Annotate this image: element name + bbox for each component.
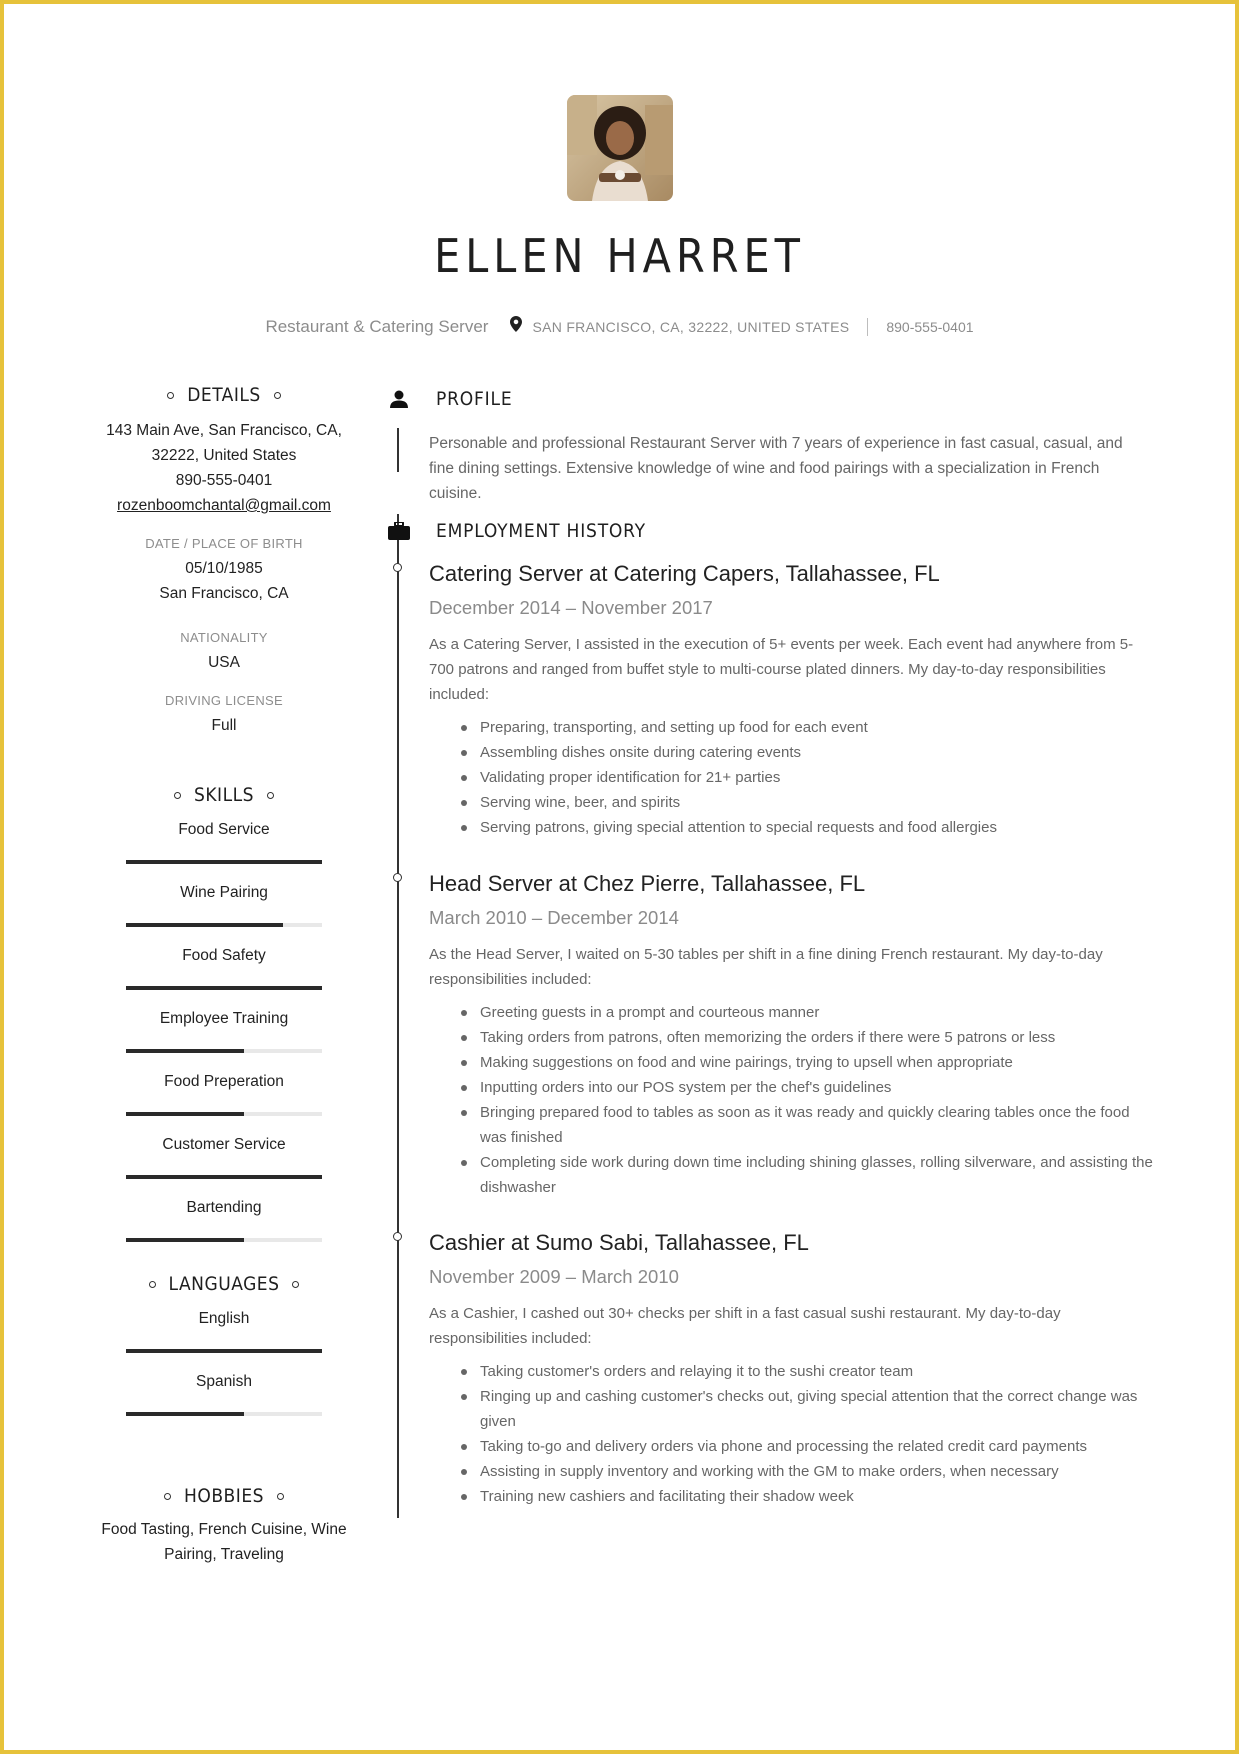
skill-level-bar bbox=[126, 986, 322, 990]
details-title: DETAILS bbox=[187, 384, 261, 406]
responsibility-item: Making suggestions on food and wine pairings, trying to upsell when appropriate bbox=[429, 1050, 1154, 1075]
skill-level-bar bbox=[126, 1049, 322, 1053]
skill-name: Food Service bbox=[178, 821, 270, 838]
job-responsibilities bbox=[429, 715, 1154, 840]
skill-item bbox=[96, 818, 352, 881]
profile-text: Personable and professional Restaurant Server with 7 years of experience in fast casual, casual, and fine dining settings. Extensive knowledge of wine and food pairings with a specialization in French cuisine. bbox=[429, 435, 1123, 502]
skill-level-bar bbox=[126, 1412, 322, 1416]
circle-icon bbox=[167, 392, 174, 399]
job-description: As the Head Server, I waited on 5-30 tables per shift in a fine dining French restaurant. My day-to-day responsibilities included: bbox=[429, 946, 1103, 988]
responsibility-item: Taking to-go and delivery orders via phone and processing the related credit card payments bbox=[429, 1434, 1154, 1459]
candidate-name: ELLEN HARRET bbox=[434, 229, 805, 283]
sidebar bbox=[96, 384, 352, 1567]
nationality-label: NATIONALITY bbox=[180, 630, 268, 645]
languages-list bbox=[96, 1307, 352, 1433]
skills-title: SKILLS bbox=[194, 784, 254, 806]
skill-name: Food Safety bbox=[182, 947, 266, 964]
job-title: Cashier at Sumo Sabi, Tallahassee, FL bbox=[429, 1230, 809, 1255]
skill-level-fill bbox=[126, 1412, 244, 1416]
circle-icon bbox=[267, 792, 274, 799]
skills-list bbox=[96, 818, 352, 1259]
responsibility-item: Serving wine, beer, and spirits bbox=[429, 790, 1154, 815]
job-title: Head Server at Chez Pierre, Tallahassee, FL bbox=[429, 871, 866, 896]
skill-item bbox=[96, 944, 352, 1007]
skill-level-bar bbox=[126, 860, 322, 864]
responsibility-item: Validating proper identification for 21+ parties bbox=[429, 765, 1154, 790]
timeline-node bbox=[393, 1232, 402, 1241]
skill-item bbox=[96, 1133, 352, 1196]
skill-name: Bartending bbox=[186, 1199, 262, 1216]
skill-item bbox=[96, 1196, 352, 1259]
skill-level-fill bbox=[126, 1349, 322, 1353]
skill-item bbox=[96, 1070, 352, 1133]
skill-name: Spanish bbox=[195, 1373, 252, 1390]
languages-heading bbox=[96, 1273, 352, 1295]
skill-item bbox=[96, 1007, 352, 1070]
job-responsibilities bbox=[429, 1359, 1154, 1509]
skill-item bbox=[96, 881, 352, 944]
timeline-node bbox=[393, 563, 402, 572]
divider bbox=[867, 318, 868, 336]
timeline-node bbox=[393, 873, 402, 882]
skill-item bbox=[96, 1370, 352, 1433]
job-description: As a Catering Server, I assisted in the execution of 5+ events per week. Each event had anywhere from 5-700 patrons and ranged from buffet style to multi-course plated dinners. My day-to-day responsibilities included: bbox=[429, 636, 1134, 703]
job-entry bbox=[429, 869, 1154, 1200]
skill-level-fill bbox=[126, 1049, 244, 1053]
responsibility-item: Training new cashiers and facilitating their shadow week bbox=[429, 1484, 1154, 1509]
job-title: Restaurant & Catering Server bbox=[265, 316, 489, 336]
timeline-line bbox=[397, 428, 399, 1518]
job-entry bbox=[429, 1228, 1154, 1509]
skill-item bbox=[96, 1307, 352, 1370]
languages-title: LANGUAGES bbox=[168, 1273, 280, 1295]
skill-level-bar bbox=[126, 1238, 322, 1242]
job-dates: November 2009 – March 2010 bbox=[429, 1266, 679, 1287]
briefcase-icon bbox=[384, 522, 414, 540]
circle-icon bbox=[174, 792, 181, 799]
job-title: Catering Server at Catering Capers, Tallahassee, FL bbox=[429, 561, 940, 586]
skill-level-fill bbox=[126, 986, 322, 990]
hobbies-line-2: Pairing, Traveling bbox=[164, 1546, 284, 1563]
header-phone: 890-555-0401 bbox=[886, 318, 974, 335]
hobbies-text bbox=[96, 1517, 352, 1567]
responsibility-item: Preparing, transporting, and setting up food for each event bbox=[429, 715, 1154, 740]
skill-name: Customer Service bbox=[162, 1136, 286, 1153]
skill-level-bar bbox=[126, 1175, 322, 1179]
license-value: Full bbox=[211, 717, 237, 734]
hobbies-title: HOBBIES bbox=[184, 1485, 264, 1507]
skill-level-bar bbox=[126, 923, 322, 927]
circle-icon bbox=[277, 1493, 284, 1500]
hobbies-heading bbox=[96, 1485, 352, 1507]
circle-icon bbox=[149, 1281, 156, 1288]
profile-title: PROFILE bbox=[436, 388, 513, 410]
skill-level-bar bbox=[126, 1349, 322, 1353]
hobbies-line-1: Food Tasting, French Cuisine, Wine bbox=[101, 1521, 347, 1538]
responsibility-item: Inputting orders into our POS system per the chef's guidelines bbox=[429, 1075, 1154, 1100]
dob-block bbox=[96, 556, 352, 606]
address-line-1: 143 Main Ave, San Francisco, CA, bbox=[106, 422, 342, 439]
skill-level-fill bbox=[126, 860, 322, 864]
skill-name: Employee Training bbox=[159, 1010, 289, 1027]
details-heading bbox=[96, 384, 352, 406]
person-icon bbox=[384, 390, 414, 408]
details-phone: 890-555-0401 bbox=[175, 472, 273, 489]
header-location: SAN FRANCISCO, CA, 32222, UNITED STATES bbox=[532, 318, 850, 335]
email-link[interactable]: rozenboomchantal@gmail.com bbox=[117, 497, 331, 514]
responsibility-item: Taking orders from patrons, often memorizing the orders if there were 5 patrons or less bbox=[429, 1025, 1154, 1050]
circle-icon bbox=[164, 1493, 171, 1500]
nationality-value: USA bbox=[208, 654, 240, 671]
responsibility-item: Serving patrons, giving special attention to special requests and food allergies bbox=[429, 815, 1154, 840]
dob-value: 05/10/1985 bbox=[185, 560, 263, 577]
responsibility-item: Taking customer's orders and relaying it to the sushi creator team bbox=[429, 1359, 1154, 1384]
profile-photo bbox=[567, 95, 673, 201]
responsibility-item: Bringing prepared food to tables as soon as it was ready and quickly clearing tables once the food was finished bbox=[429, 1100, 1154, 1150]
skills-heading bbox=[96, 784, 352, 806]
location-pin-icon bbox=[510, 316, 522, 337]
job-description: As a Cashier, I cashed out 30+ checks per shift in a fast casual sushi restaurant. My day-to-day responsibilities included: bbox=[429, 1305, 1061, 1347]
header-contact-line bbox=[4, 316, 1235, 337]
skill-level-fill bbox=[126, 923, 283, 927]
skill-level-fill bbox=[126, 1112, 244, 1116]
employment-title: EMPLOYMENT HISTORY bbox=[436, 520, 646, 542]
details-address bbox=[96, 418, 352, 518]
profile-heading bbox=[384, 388, 512, 410]
skill-name: English bbox=[198, 1310, 250, 1327]
responsibility-item: Completing side work during down time including shining glasses, rolling silverware, and assisting the dishwasher bbox=[429, 1150, 1154, 1200]
circle-icon bbox=[292, 1281, 299, 1288]
job-entry bbox=[429, 559, 1154, 840]
job-responsibilities bbox=[429, 1000, 1154, 1200]
dob-label: DATE / PLACE OF BIRTH bbox=[145, 536, 303, 551]
skill-name: Food Preperation bbox=[164, 1073, 284, 1090]
skill-level-fill bbox=[126, 1238, 244, 1242]
address-line-2: 32222, United States bbox=[151, 447, 297, 464]
responsibility-item: Ringing up and cashing customer's checks out, giving special attention that the correct change was given bbox=[429, 1384, 1154, 1434]
license-label: DRIVING LICENSE bbox=[165, 693, 283, 708]
profile-photo-image bbox=[567, 95, 673, 201]
employment-heading bbox=[384, 520, 646, 542]
birthplace-value: San Francisco, CA bbox=[159, 585, 289, 602]
skill-level-bar bbox=[126, 1112, 322, 1116]
responsibility-item: Assembling dishes onsite during catering events bbox=[429, 740, 1154, 765]
circle-icon bbox=[274, 392, 281, 399]
skill-level-fill bbox=[126, 1175, 322, 1179]
responsibility-item: Assisting in supply inventory and working with the GM to make orders, when necessary bbox=[429, 1459, 1154, 1484]
job-dates: March 2010 – December 2014 bbox=[429, 907, 679, 928]
responsibility-item: Greeting guests in a prompt and courteous manner bbox=[429, 1000, 1154, 1025]
timeline-gap bbox=[392, 472, 404, 514]
job-dates: December 2014 – November 2017 bbox=[429, 597, 713, 618]
skill-name: Wine Pairing bbox=[180, 884, 268, 901]
